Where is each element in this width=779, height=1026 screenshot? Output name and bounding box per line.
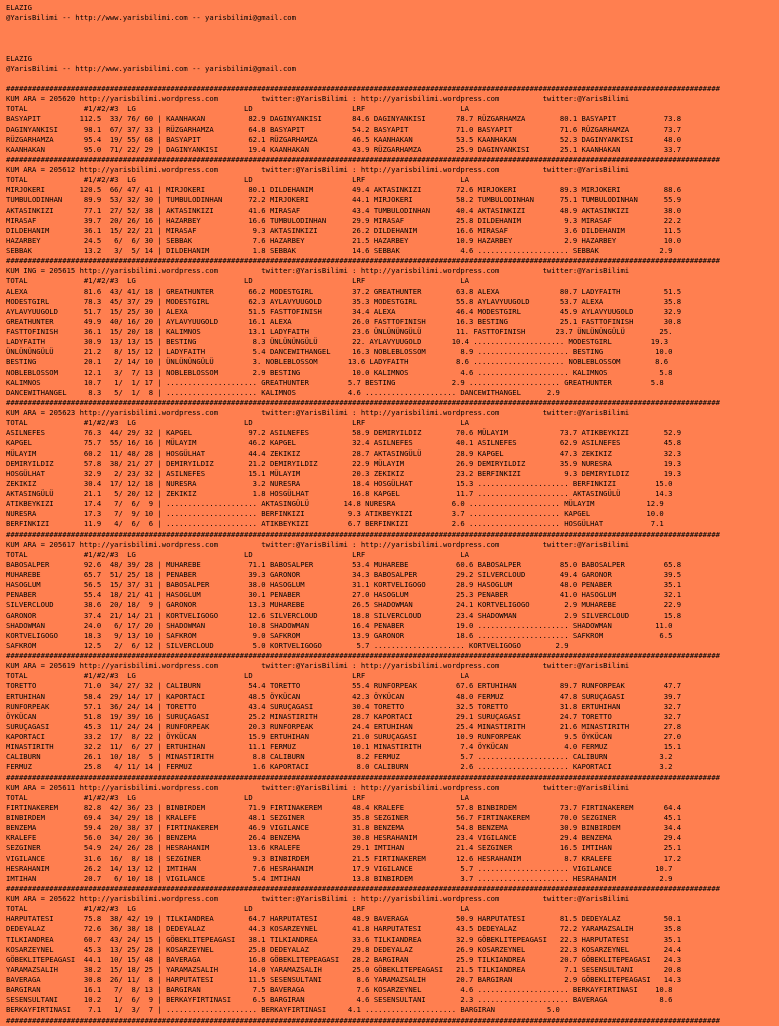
race-row: BERFINKIZI 11.9 4/ 6/ 6 | ..................... ATIKBEYKIZI 6.7 BERFINKIZI 2.6 ..................... HOSGÜLHAT 7.1	[6, 519, 664, 529]
race-block	[6, 894, 779, 1026]
race-row: BENZEMA 59.4 20/ 38/ 37 | FIRTINAKEREM 46.9 VIGILANCE 31.8 BENZEMA 54.8 BENZEMA 30.9 BINBIRDEM 34.4	[6, 823, 682, 833]
race-row: ÜNLÜNÜNGÜLÜ 21.2 8/ 15/ 12 | LADYFAITH 5.4 DANCEWITHANGEL 16.3 NOBLEBLOSSOM 8.9 ..................... BESTING 10.0	[6, 347, 673, 357]
blank-line	[6, 33, 779, 43]
race-column-header: TOTAL #1/#2/#3 LG LD LRF LA	[6, 104, 470, 114]
race-kum-line: KUM ARA = 205612 http://yarisbilimi.wordpress.com twitter:@YarisBilimi : http://yarisbilimi.wordpress.com twitter:@YarisBilimi	[6, 165, 630, 174]
race-row: MIRASAF 39.7 20/ 26/ 16 | HAZARBEY 16.6 TUMBULODINHAN 29.9 MIRASAF 25.8 DILDEHANIM 9.3 MIRASAF 22.2	[6, 215, 682, 225]
race-column-header: TOTAL #1/#2/#3 LG LD LRF LA	[6, 549, 470, 559]
race-row: SEBBAK 13.2 3/ 5/ 14 | DILDEHANIM 1.8 SEBBAK 14.6 SEBBAK 4.6 ..................... SEBBAK 2.9	[6, 246, 673, 255]
race-kum-line: KUM ARA = 205617 http://yarisbilimi.wordpress.com twitter:@YarisBilimi : http://yarisbilimi.wordpress.com twitter:@YarisBilimi	[6, 539, 630, 549]
race-column-header: TOTAL #1/#2/#3 LG LD LRF LA	[6, 276, 470, 286]
race-row: RÜZGARHAMZA 95.4 19/ 55/ 68 | BASYAPIT 62.1 RÜZGARHAMZA 46.5 KAANHAKAN 53.5 KAANHAKAN 52.3 DAGINYANKISI 48.0	[6, 134, 682, 144]
race-row: SAFKROM 12.5 2/ 6/ 12 | SILVERCLOUD 5.0 KORTVELIGOGO 5.7 ..................... KORTVELIGOGO 2.9	[6, 640, 569, 650]
race-column-header: TOTAL #1/#2/#3 LG LD LRF LA	[6, 904, 470, 914]
race-row: DEMIRYILDIZ 57.8 38/ 21/ 27 | DEMIRYILDIZ 21.2 DEMIRYILDIZ 22.9 MÜLAYIM 26.9 DEMIRYILDIZ 35.9 NURESRA 19.3	[6, 458, 682, 468]
race-row: BINBIRDEM 69.4 34/ 29/ 18 | KRALEFE 48.1 SEZGINER 35.8 SEZGINER 56.7 FIRTINAKEREM 70.0 SEZGINER 45.1	[6, 813, 682, 822]
race-row: VIGILANCE 31.6 16/ 8/ 18 | SEZGINER 9.3 BINBIRDEM 21.5 FIRTINAKEREM 12.6 HESRAHANIM 8.7 KRALEFE 17.2	[6, 853, 682, 863]
race-row: HOSGÜLHAT 32.9 2/ 23/ 32 | ASILNEFES 15.1 MÜLAYIM 20.3 ZEKIKIZ 23.2 BERFINKIZI 9.3 DEMIRYILDIZ 19.3	[6, 468, 682, 478]
race-row: BERKAYFIRTINASI 7.1 1/ 3/ 7 | ..................... BERKAYFIRTINASI 4.1 ..................... BARGIRAN 5.0	[6, 1005, 560, 1015]
race-row: ZEKIKIZ 30.4 17/ 12/ 18 | NURESRA 3.2 NURESRA 18.4 HOSGÜLHAT 15.3 ..................... BERFINKIZI 15.0	[6, 478, 673, 488]
race-row: PENABER 55.4 18/ 21/ 41 | HASOGLUM 30.1 PENABER 27.0 HASOGLUM 25.3 PENABER 41.0 HASOGLUM 32.1	[6, 590, 682, 600]
race-block	[6, 540, 779, 662]
race-block	[6, 94, 779, 165]
race-row: DANCEWITHANGEL 8.3 5/ 1/ 8 | ..................... KALIMNOS 4.6 ..................... DANCEWITHANGEL 2.9	[6, 387, 560, 397]
race-kum-line: KUM ARA = 205623 http://yarisbilimi.wordpress.com twitter:@YarisBilimi : http://yarisbilimi.wordpress.com twitter:@YarisBilimi	[6, 408, 630, 417]
separator-line: #####################################################################################################################################################################	[6, 772, 720, 782]
race-row: HESRAHANIM 26.2 14/ 13/ 12 | IMTIHAN 7.6 HESRAHANIM 17.9 VIGILANCE 5.7 ..................... VIGILANCE 10.7	[6, 863, 673, 873]
race-row: HARPUTATESI 75.8 38/ 42/ 19 | TILKIANDREA 64.7 HARPUTATESI 48.9 BAVERAGA 50.9 HARPUTATESI 81.5 DEDEYALAZ 50.1	[6, 914, 682, 924]
race-row: KOSARZEYNEL 45.3 13/ 25/ 28 | KOSARZEYNEL 25.8 DEDEYALAZ 29.8 DEDEYALAZ 26.9 KOSARZEYNEL 22.3 KOSARZEYNEL 24.4	[6, 944, 682, 954]
race-row: IMTIHAN 20.7 6/ 10/ 18 | VIGILANCE 5.4 IMTIHAN 13.8 BINBIRDEM 3.7 ..................... HESRAHANIM 2.9	[6, 873, 673, 883]
race-block	[6, 783, 779, 894]
race-row: DEDEYALAZ 72.6 36/ 38/ 18 | DEDEYALAZ 44.3 KOSARZEYNEL 41.8 HARPUTATESI 43.5 DEDEYALAZ 72.2 YARAMAZSALIH 35.8	[6, 924, 682, 934]
race-row: NURESRA 17.3 7/ 9/ 10 | ..................... BERFINKIZI 9.3 ATIKBEYKIZI 3.7 ..................... KAPGEL 10.0	[6, 509, 664, 519]
race-row: BESTING 20.1 2/ 14/ 10 | ÜNLÜNÜNGÜLÜ 3. NOBLEBLOSSOM 13.6 LADYFAITH 8.6 ..................... NOBLEBLOSSOM 8.6	[6, 357, 669, 367]
separator-line: #####################################################################################################################################################################	[6, 84, 720, 93]
race-row: TUMBULODINHAN 89.9 53/ 32/ 30 | TUMBULODINHAN 72.2 MIRJOKERI 44.1 MIRJOKERI 58.2 TUMBULODINHAN 75.1 TUMBULODINHAN 55.9	[6, 195, 682, 205]
race-row: GREATHUNTER 49.9 40/ 16/ 20 | AYLAVYUUGOLD 16.1 ALEXA 26.0 FASTTOFINISH 16.3 BESTING 25.1 FASTTOFINISH 30.8	[6, 316, 682, 326]
race-row: CALIBURN 26.1 10/ 18/ 5 | MINASTIRITH 8.8 CALIBURN 8.2 FERMUZ 5.7 ..................... CALIBURN 3.2	[6, 752, 673, 762]
separator-line: #####################################################################################################################################################################	[6, 154, 720, 164]
race-row: KORTVELIGOGO 18.3 9/ 13/ 10 | SAFKROM 9.0 SAFKROM 13.9 GARONOR 18.6 ..................... SAFKROM 6.5	[6, 630, 673, 640]
race-row: AYLAVYUUGOLD 51.7 15/ 25/ 30 | ALEXA 51.5 FASTTOFINISH 34.4 ALEXA 46.4 MODESTGIRL 45.9 AYLAVYUUGOLD 32.9	[6, 306, 682, 316]
race-row: ERTUHIHAN 58.4 29/ 14/ 17 | KAPORTACI 48.5 ÖYKÜCAN 42.3 ÖYKÜCAN 48.0 FERMUZ 47.8 SURUÇAGASI 39.7	[6, 691, 682, 701]
race-kum-line: KUM ARA = 205622 http://yarisbilimi.wordpress.com twitter:@YarisBilimi : http://yarisbilimi.wordpress.com twitter:@YarisBilimi	[6, 894, 630, 903]
race-row: RUNFORPEAK 57.1 36/ 24/ 14 | TORETTO 43.4 SURUÇAGASI 30.4 TORETTO 32.5 TORETTO 31.8 ERTUHIHAN 32.7	[6, 701, 682, 711]
race-block	[6, 661, 779, 783]
separator-line: #####################################################################################################################################################################	[6, 256, 720, 266]
blank-line	[6, 74, 779, 84]
race-row: MÜLAYIM 60.2 11/ 48/ 28 | HOSGÜLHAT 44.4 ZEKIKIZ 28.7 AKTASINGÜLÜ 28.9 KAPGEL 47.3 ZEKIKIZ 32.3	[6, 448, 682, 458]
race-row: DAGINYANKISI 98.1 67/ 37/ 33 | RÜZGARHAMZA 64.8 BASYAPIT 54.2 BASYAPIT 71.0 BASYAPIT 71.6 RÜZGARHAMZA 73.7	[6, 124, 682, 134]
blank-line	[6, 23, 779, 33]
race-row: YARAMAZSALIH 38.2 15/ 18/ 25 | YARAMAZSALIH 14.0 YARAMAZSALIH 25.0 GÖBEKLITEPEAGASI 21.5 TILKIANDREA 7.1 SESENSULTANI 20.8	[6, 964, 682, 974]
race-row: KALIMNOS 10.7 1/ 1/ 17 | ..................... GREATHUNTER 5.7 BESTING 2.9 ..................... GREATHUNTER 5.8	[6, 377, 664, 387]
contact-line: @YarisBilimi -- http://www.yarisbilimi.com -- yarisbilimi@gmail.com	[6, 63, 296, 73]
race-block	[6, 266, 779, 408]
race-row: SURUÇAGASI 45.3 11/ 24/ 24 | RUNFORPEAK 20.3 RUNFORPEAK 24.4 ERTUHIHAN 25.4 MINASTIRITH 21.6 MINASTIRITH 27.8	[6, 721, 682, 731]
race-column-header: TOTAL #1/#2/#3 LG LD LRF LA	[6, 175, 470, 185]
race-row: SHADOWMAN 24.0 6/ 17/ 20 | SHADOWMAN 10.8 SHADOWMAN 16.4 PENABER 19.0 ..................... SHADOWMAN 11.0	[6, 620, 673, 630]
blank-line	[6, 44, 779, 54]
race-kum-line: KUM ARA = 205619 http://yarisbilimi.wordpress.com twitter:@YarisBilimi : http://yarisbilimi.wordpress.com twitter:@YarisBilimi	[6, 661, 630, 671]
race-blocks	[6, 94, 779, 1026]
race-row: SEZGINER 54.9 24/ 26/ 28 | HESRAHANIM 13.6 KRALEFE 29.1 IMTIHAN 21.4 SEZGINER 16.5 IMTIHAN 25.1	[6, 843, 682, 853]
contact-line: @YarisBilimi -- http://www.yarisbilimi.com -- yarisbilimi@gmail.com	[6, 13, 296, 23]
race-row: ASILNEFES 76.3 44/ 29/ 32 | KAPGEL 97.2 ASILNEFES 58.9 DEMIRYILDIZ 70.6 MÜLAYIM 73.7 ATIKBEYKIZI 52.9	[6, 428, 682, 438]
race-row: AKTASINGÜLÜ 21.1 5/ 20/ 12 | ZEKIKIZ 1.8 HOSGÜLHAT 16.8 KAPGEL 11.7 ..................... AKTASINGÜLÜ 14.3	[6, 489, 673, 498]
race-row: SILVERCLOUD 38.6 20/ 18/ 9 | GARONOR 13.3 MUHAREBE 26.5 SHADOWMAN 24.1 KORTVELIGOGO 2.9 MUHAREBE 22.9	[6, 600, 682, 610]
race-row: KAPGEL 75.7 55/ 16/ 16 | MÜLAYIM 46.2 KAPGEL 32.4 ASILNEFES 40.1 ASILNEFES 62.9 ASILNEFES 45.8	[6, 438, 682, 448]
race-row: MINASTIRITH 32.2 11/ 6/ 27 | ERTUHIHAN 11.1 FERMUZ 10.1 MINASTIRITH 7.4 ÖYKÜCAN 4.0 FERMUZ 15.1	[6, 742, 682, 752]
race-row: TORETTO 71.0 34/ 27/ 32 | CALIBURN 54.4 TORETTO 55.4 RUNFORPEAK 67.6 ERTUHIHAN 89.7 RUNFORPEAK 47.7	[6, 681, 682, 691]
city-title: ELAZIG	[6, 53, 32, 63]
race-row: DILDEHANIM 36.1 15/ 22/ 21 | MIRASAF 9.3 AKTASINKIZI 26.2 DILDEHANIM 16.6 MIRASAF 3.6 DILDEHANIM 11.5	[6, 225, 682, 235]
race-kum-line: KUM ARA = 205611 http://yarisbilimi.wordpress.com twitter:@YarisBilimi : http://yarisbilimi.wordpress.com twitter:@YarisBilimi	[6, 782, 630, 792]
race-row: FERMUZ 25.8 4/ 11/ 14 | FERMUZ 1.6 KAPORTACI 8.0 CALIBURN 2.6 ..................... KAPORTACI 3.2	[6, 762, 673, 772]
race-row: BASYAPIT 112.5 33/ 76/ 60 | KAANHAKAN 82.9 DAGINYANKISI 84.6 DAGINYANKISI 78.7 RÜZGARHAMZA 80.1 BASYAPIT 73.8	[6, 114, 682, 124]
race-row: NOBLEBLOSSOM 12.1 3/ 7/ 13 | NOBLEBLOSSOM 2.9 BESTING 10.0 KALIMNOS 4.6 ..................... KALIMNOS 5.8	[6, 367, 673, 377]
race-row: GÖBEKLITEPEAGASI 44.1 10/ 15/ 48 | BAVERAGA 16.8 GÖBEKLITEPEAGASI 28.2 BARGIRAN 25.9 TILKIANDREA 20.7 GÖBEKLITEPEAGASI 24.3	[6, 954, 682, 964]
separator-line: #####################################################################################################################################################################	[6, 883, 720, 893]
separator-line: #####################################################################################################################################################################	[6, 651, 720, 660]
race-column-header: TOTAL #1/#2/#3 LG LD LRF LA	[6, 792, 470, 802]
race-row: LADYFAITH 30.9 13/ 13/ 15 | BESTING 8.3 ÜNLÜNÜNGÜLÜ 22. AYLAVYUUGOLD 10.4 ..................... MODESTGIRL 19.3	[6, 337, 669, 347]
race-row: KRALEFE 56.0 34/ 20/ 36 | BENZEMA 26.4 BENZEMA 30.8 HESRAHANIM 23.4 VIGILANCE 29.4 BENZEMA 29.4	[6, 833, 682, 843]
race-row: ATIKBEYKIZI 17.4 7/ 6/ 9 | ..................... AKTASINGÜLÜ 14.8 NURESRA 6.0 ..................... MÜLAYIM 12.9	[6, 499, 664, 509]
race-row: GARONOR 37.4 21/ 14/ 21 | KORTVELIGOGO 12.6 SILVERCLOUD 18.8 SILVERCLOUD 23.4 SHADOWMAN 2.9 SILVERCLOUD 15.8	[6, 610, 682, 620]
race-row: FASTTOFINISH 36.1 15/ 20/ 18 | KALIMNOS 13.1 LADYFAITH 23.6 ÜNLÜNÜNGÜLÜ 11. FASTTOFINISH 23.7 ÜNLÜNÜNGÜLÜ 25.	[6, 327, 673, 336]
race-row: HASOGLUM 56.5 15/ 37/ 31 | BABOSALPER 38.0 HASOGLUM 31.1 KORTVELIGOGO 28.9 HASOGLUM 48.0 PENABER 35.1	[6, 580, 682, 590]
race-block	[6, 165, 779, 266]
race-row: MODESTGIRL 78.3 45/ 37/ 29 | MODESTGIRL 62.3 AYLAVYUUGOLD 35.3 MODESTGIRL 55.8 AYLAVYUUGOLD 53.7 ALEXA 35.8	[6, 296, 682, 306]
race-row: TILKIANDREA 60.7 43/ 24/ 15 | GÖBEKLITEPEAGASI 38.1 TILKIANDREA 33.6 TILKIANDREA 32.9 GÖBEKLITEPEAGASI 22.3 HARPUTATESI 35.1	[6, 934, 682, 944]
race-row: MIRJOKERI 120.5 66/ 47/ 41 | MIRJOKERI 80.1 DILDEHANIM 49.4 AKTASINKIZI 72.6 MIRJOKERI 89.3 MIRJOKERI 88.6	[6, 185, 682, 195]
race-row: HAZARBEY 24.5 6/ 6/ 30 | SEBBAK 7.6 HAZARBEY 21.5 HAZARBEY 10.9 HAZARBEY 2.9 HAZARBEY 10.0	[6, 235, 682, 245]
race-row: MUHAREBE 65.7 51/ 25/ 18 | PENABER 39.3 GARONOR 34.3 BABOSALPER 29.2 SILVERCLOUD 49.4 GARONOR 39.5	[6, 570, 682, 579]
race-row: BARGIRAN 16.1 7/ 8/ 13 | BARGIRAN 7.5 BAVERAGA 7.6 KOSARZEYNEL 4.6 ..................... BERKAYFIRTINASI 10.8	[6, 985, 673, 995]
race-kum-line: KUM ING = 205615 http://yarisbilimi.wordpress.com twitter:@YarisBilimi : http://yarisbilimi.wordpress.com twitter:@YarisBilimi	[6, 266, 630, 276]
race-row: KAPORTACI 33.2 17/ 8/ 22 | ÖYKÜCAN 15.9 ERTUHIHAN 21.0 SURUÇAGASI 10.9 RUNFORPEAK 9.5 ÖYKÜCAN 27.0	[6, 732, 682, 741]
race-column-header: TOTAL #1/#2/#3 LG LD LRF LA	[6, 418, 470, 428]
race-row: FIRTINAKEREM 82.8 42/ 36/ 23 | BINBIRDEM 71.9 FIRTINAKEREM 48.4 KRALEFE 57.8 BINBIRDEM 73.7 FIRTINAKEREM 64.4	[6, 802, 682, 812]
race-block	[6, 408, 779, 540]
race-column-header: TOTAL #1/#2/#3 LG LD LRF LA	[6, 671, 470, 681]
separator-line: #####################################################################################################################################################################	[6, 397, 720, 407]
race-row: AKTASINKIZI 77.1 27/ 52/ 38 | AKTASINKIZI 41.6 MIRASAF 43.4 TUMBULODINHAN 40.4 AKTASINKIZI 48.9 AKTASINKIZI 38.0	[6, 205, 682, 215]
race-row: BABOSALPER 92.6 48/ 39/ 28 | MUHAREBE 71.1 BABOSALPER 53.4 MUHAREBE 60.6 BABOSALPER 85.0 BABOSALPER 65.8	[6, 559, 682, 569]
race-row: ÖYKÜCAN 51.8 19/ 39/ 16 | SURUÇAGASI 25.2 MINASTIRITH 28.7 KAPORTACI 29.1 SURUÇAGASI 24.7 TORETTO 32.7	[6, 711, 682, 721]
race-row: BAVERAGA 30.8 26/ 11/ 8 | HARPUTATESI 11.5 SESENSULTANI 8.6 YARAMAZSALIH 20.7 BARGIRAN 2.9 GÖBEKLITEPEAGASI 14.3	[6, 975, 682, 984]
separator-line: #####################################################################################################################################################################	[6, 1015, 720, 1025]
race-row: KAANHAKAN 95.0 71/ 22/ 29 | DAGINYANKISI 19.4 KAANHAKAN 43.9 RÜZGARHAMZA 25.9 DAGINYANKISI 25.1 KAANHAKAN 33.7	[6, 144, 682, 154]
city-title: ELAZIG	[6, 3, 32, 12]
race-row: ALEXA 81.6 43/ 41/ 18 | GREATHUNTER 66.2 MODESTGIRL 37.2 GREATHUNTER 63.8 ALEXA 80.7 LADYFAITH 51.5	[6, 286, 682, 296]
race-row: SESENSULTANI 10.2 1/ 6/ 9 | BERKAYFIRTINASI 6.5 BARGIRAN 4.6 SESENSULTANI 2.3 ..................... BAVERAGA 8.6	[6, 995, 673, 1005]
separator-line: #####################################################################################################################################################################	[6, 529, 720, 539]
race-kum-line: KUM ARA = 205620 http://yarisbilimi.wordpress.com twitter:@YarisBilimi : http://yarisbilimi.wordpress.com twitter:@YarisBilimi	[6, 94, 630, 104]
